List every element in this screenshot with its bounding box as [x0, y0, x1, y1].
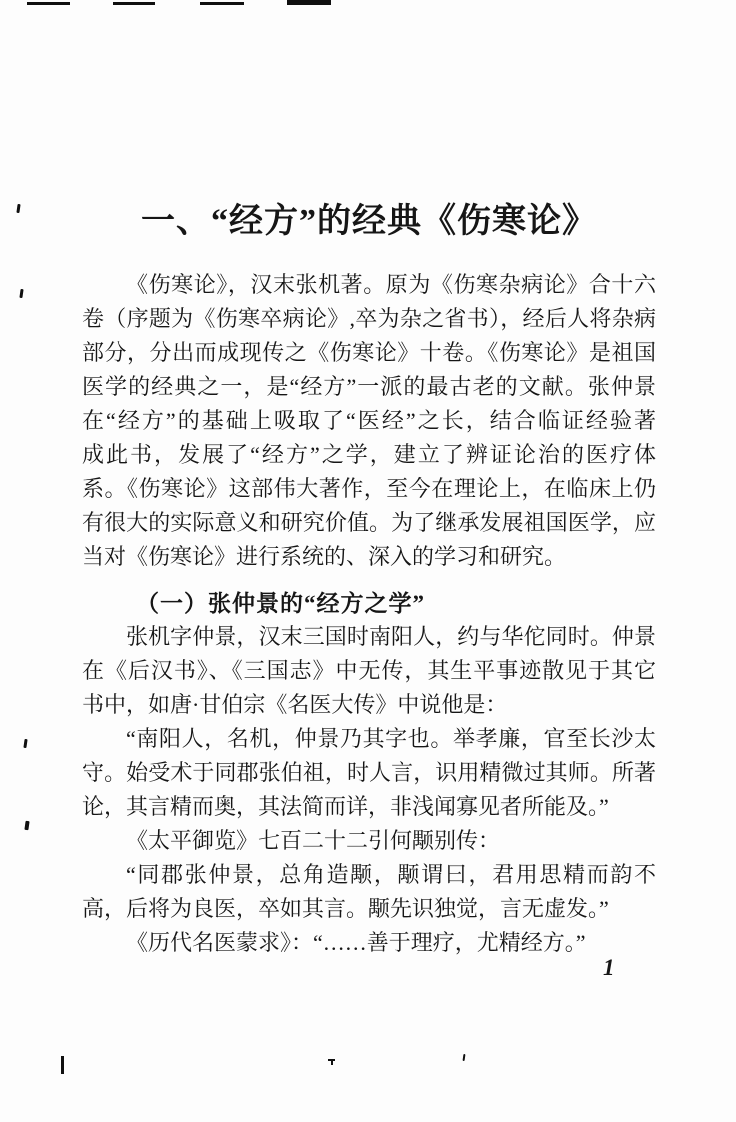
scan-mark-dash — [27, 2, 70, 5]
paragraph — [82, 620, 656, 722]
text-line: 成此书，发展了“经方”之学，建立了辨证论治的医疗体 — [82, 442, 656, 467]
paragraph — [82, 268, 656, 574]
text-line: 当对《伤寒论》进行系统的、深入的学习和研究。 — [82, 544, 567, 569]
text-line: 张机字仲景，汉末三国时南阳人，约与华佗同时。仲景 — [126, 624, 656, 649]
scan-mark-tick — [24, 821, 29, 830]
text-line: 在《后汉书》、《三国志》中无传，其生平事迹散见于其它 — [82, 658, 656, 683]
text-line: 论，其言精而奥，其法简而详，非浅闻寡见者所能及。” — [82, 794, 609, 819]
page-title: 一、“经方”的经典《伤寒论》 — [141, 203, 597, 240]
page-number: 1 — [603, 955, 615, 980]
scan-mark-tick — [23, 739, 27, 748]
paragraph-quote — [82, 858, 656, 926]
scan-mark-bar — [61, 1056, 64, 1074]
text-line: 书中，如唐·甘伯宗《名医大传》中说他是： — [82, 692, 508, 717]
text-line: “同郡张仲景，总角造颙，颙谓曰，君用思精而韵不 — [126, 862, 656, 887]
scan-mark-tick — [19, 289, 23, 298]
text-line: 卷（序题为《伤寒卒病论》,卒为杂之省书），经后人将杂病 — [82, 306, 656, 331]
text-line: 《历代名医蒙求》：“……善于理疗，尤精经方。” — [126, 930, 586, 955]
text-line: “南阳人，名机，仲景乃其字也。举孝廉，官至长沙太 — [126, 726, 656, 751]
paragraph — [82, 926, 656, 960]
text-line: 有很大的实际意义和研究价值。为了继承发展祖国医学，应 — [82, 510, 656, 535]
text-line: 守。始受术于同郡张伯祖，时人言，识用精微过其师。所著 — [82, 760, 656, 785]
text-line: 高，后将为良医，卒如其言。颙先识独觉，言无虚发。” — [82, 896, 609, 921]
paragraph — [82, 824, 656, 858]
text-line: 医学的经典之一，是“经方”一派的最古老的文献。张仲景 — [82, 374, 656, 399]
text-column — [82, 0, 656, 960]
paragraph-quote — [82, 722, 656, 824]
section-heading: （一）张仲景的“经方之学” — [136, 591, 425, 616]
text-line: 《太平御览》七百二十二引何颙别传： — [126, 828, 501, 853]
text-line: 部分，分出而成现传之《伤寒论》十卷。《伤寒论》是祖国 — [82, 340, 656, 365]
text-line: 在“经方”的基础上吸取了“医经”之长，结合临证经验著 — [82, 408, 656, 433]
text-line: 系。《伤寒论》这部伟大著作，至今在理论上，在临床上仍 — [82, 476, 656, 501]
scan-mark-dot — [331, 1061, 333, 1065]
text-line: 《伤寒论》，汉末张机著。原为《伤寒杂病论》合十六 — [126, 272, 656, 297]
scan-mark-tick — [463, 1054, 466, 1061]
scan-mark-tick — [16, 204, 20, 213]
